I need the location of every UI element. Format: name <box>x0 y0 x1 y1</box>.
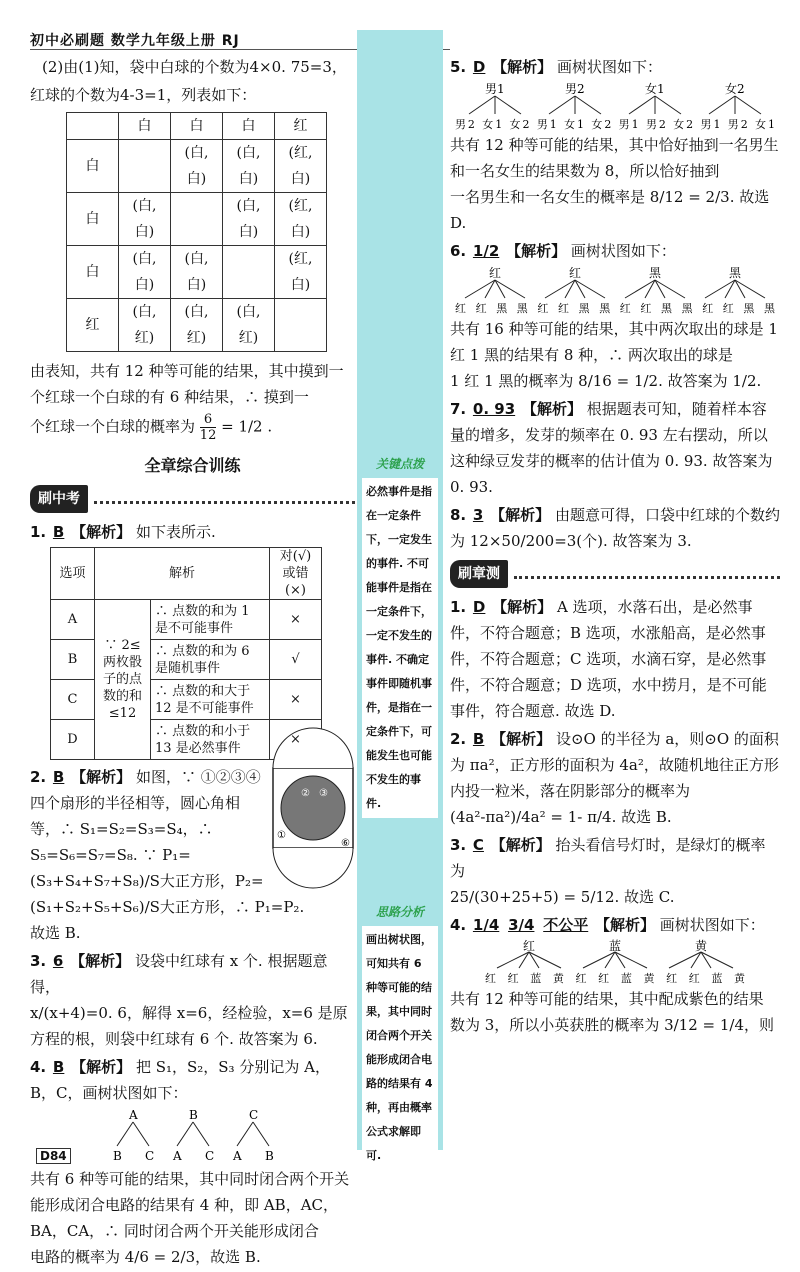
answer: 3/4 <box>508 916 535 934</box>
table-row <box>51 600 322 640</box>
svg-text:③: ③ <box>319 788 328 799</box>
table-cell: × <box>270 680 322 720</box>
table-cell: 白 <box>67 140 119 193</box>
svg-text:②: ② <box>301 788 310 799</box>
table1-probability <box>30 412 355 443</box>
sector-figure <box>271 766 355 850</box>
fraction: $\frac{6}{12}$ <box>199 412 217 443</box>
table-cell: (白,白) <box>119 193 171 246</box>
svg-text:①: ① <box>277 830 286 841</box>
tree-node: B <box>188 1108 198 1122</box>
table-row <box>67 246 327 299</box>
table-cell: (红,白) <box>275 193 327 246</box>
table-cell: (红,白) <box>275 246 327 299</box>
table-cell: ∴ 点数的和为 1 是不可能事件 <box>151 600 270 640</box>
table-cell: B <box>51 640 95 680</box>
table-cell: ∴ 点数的和小于 13 是必然事件 <box>151 720 270 760</box>
tree-leaf: C <box>204 1149 214 1163</box>
table-cell <box>171 193 223 246</box>
tree-node: 女1 <box>645 82 665 96</box>
condition-cell: ∵ 2≤两枚骰子的点数的和≤12 <box>95 600 151 760</box>
table-cell: 白 <box>67 193 119 246</box>
answer: B <box>52 768 65 786</box>
page-number: D84 <box>36 1148 71 1164</box>
answer: D <box>472 598 486 616</box>
intro-line1: (2)由(1)知，袋中白球的个数为4×0. 75=3， <box>42 58 347 76</box>
table-cell: ∴ 点数的和为 6 是随机事件 <box>151 640 270 680</box>
answer: B <box>52 1058 65 1076</box>
table-cell: 选项 <box>51 548 95 600</box>
key-point-box <box>362 452 438 818</box>
tree-leaf: C <box>144 1149 154 1163</box>
table-cell: 对(√)或错(×) <box>270 548 322 600</box>
table-row <box>67 193 327 246</box>
chapter-test-badge: 刷章测 <box>450 560 508 588</box>
tree-node: 黄 <box>695 939 708 953</box>
table-row <box>67 299 327 352</box>
table-cell: 白 <box>119 113 171 140</box>
answer: 0. 93 <box>472 400 516 418</box>
question-4: 4. B 【解析】 把 S₁，S₂，S₃ 分别记为 A，B，C，画树状图如下： A B C B C A C A B 共有 6 种等可能的结果，其中同时闭合两个开关能形成闭合电路的结果有 4 种，即 AB，AC，BA，CA，∴ 同时闭合两个开关能形成闭合 电路的概率为 4/6 = 2/3，故选 B. <box>30 1058 350 1266</box>
table-cell: C <box>51 680 95 720</box>
probability-table-1 <box>66 112 327 352</box>
tree-node: C <box>248 1108 258 1122</box>
exam-banner <box>30 485 355 513</box>
tree-leaves: 男2 女1 女2 男1 女1 女2 男1 男2 女2 男1 男2 女1 <box>455 118 775 131</box>
answer: 1/4 <box>472 916 500 934</box>
answer: C <box>472 836 484 854</box>
tree-diagram-colors <box>485 940 745 984</box>
answer: 6 <box>52 952 64 970</box>
analysis-text: 画出树状图，可知共有 6 种等可能的结果，其中同时闭合两个开关能形成闭合电路的结果有 4 种，再由概率公式求解即可. <box>362 926 438 1170</box>
dice-table <box>50 547 322 760</box>
tree-node: 红 <box>489 266 502 280</box>
table-cell: (白,白) <box>223 193 275 246</box>
key-point-title: 关键点拨 <box>375 457 424 471</box>
tree-diagram-students <box>455 82 775 130</box>
table-cell: √ <box>270 640 322 680</box>
tree-diagram-balls <box>455 266 775 314</box>
table-cell: A <box>51 600 95 640</box>
question-5: 5. D 【解析】 画树状图如下： 男1 男2 女1 女2 男2 女1 女2 男1 女1 女2 男1 男2 女2 男1 男2 女1 共有 12 种等可能的结果，其中恰好抽到一名男生和一名女生的结果数为 8，所以恰好抽到 一名男生和一名女生的概率是 8/12 = 2/3. 故选 D. <box>450 58 779 232</box>
tree-node: 蓝 <box>609 939 622 953</box>
right-column <box>450 52 780 1040</box>
question-6: 6. 1/2 【解析】 画树状图如下： 红 红 黑 黑 红 红 黑 黑 红 红 黑 黑 红 红 黑 黑 红 红 黑 黑 共有 16 种等可能的结果，其中两次取出的球是 1 红 1 黑的结果有 8 种，∴ 两次取出的球是 1 红 1 黑的概率为 8/16 = 1/2. 故答案为 1/2. <box>450 242 778 390</box>
probability-text: 个红球一个白球的概率为 <box>30 417 196 436</box>
table-cell: (白,红) <box>223 299 275 352</box>
tree-leaf: A <box>172 1149 182 1163</box>
probability-result: = 1/2 . <box>221 417 273 436</box>
table-cell: D <box>51 720 95 760</box>
test-question-2: 2. B 【解析】 设⊙O 的半径为 a，则⊙O 的面积为 πa²，正方形的面积为 4a²，故随机地往正方形内投一粒米，落在阴影部分的概率为 (4a²-πa²)/4a² = 1- π/4. 故选 B. <box>450 730 779 826</box>
table-cell <box>119 140 171 193</box>
question-2: ② ③ ① ⑥ 2. B 【解析】 如图，∵ ①②③④四个扇形的半径相等，圆心角相等，∴ S₁=S₂=S₃=S₄，∴ S₅=S₆=S₇=S₈. ∵ P₁= (S₃+S₄+S₇+S₈)/S大正方形，P₂=(S₁+S₂+S₅+S₆)/S大正方形，∴ P₁=P₂. 故选 B. <box>30 764 355 946</box>
table-cell: (白,白) <box>171 246 223 299</box>
tree-leaf: B <box>264 1149 274 1163</box>
answer: 3 <box>472 506 484 524</box>
table-cell: ∴ 点数的和大于 12 是不可能事件 <box>151 680 270 720</box>
answer: B <box>52 523 65 541</box>
tree-node: 红 <box>523 939 536 953</box>
analysis-title: 思路分析 <box>375 905 424 919</box>
answer: D <box>472 58 486 76</box>
table-cell <box>67 113 119 140</box>
tree-node: 黑 <box>649 266 662 280</box>
table-row <box>51 680 322 720</box>
test-question-4: 4. 1/4 3/4 不公平 【解析】 画树状图如下： 红 蓝 黄 红 红 蓝 黄 红 红 蓝 黄 红 红 蓝 黄 共有 12 种等可能的结果，其中配成紫色的结果 数为 3，所以小英获胜的概率为 3/12 = 1/4，则 <box>450 916 775 1034</box>
test-question-3: 3. C 【解析】 抬头看信号灯时，是绿灯的概率为 25/(30+25+5) = 5/12. 故选 C. <box>450 836 766 906</box>
test-question-1: 1. D 【解析】 A 选项，水落石出，是必然事件，不符合题意；B 选项，水涨船高，是必然事件，不符合题意；C 选项，水滴石穿，是必然事件，不符合题意；D 选项，水中捞月，是不可能事件，符合题意. 故选 D. <box>450 598 767 720</box>
table-cell: (白,白) <box>171 140 223 193</box>
tree-node: 女2 <box>725 82 745 96</box>
tree-diagram-abc <box>103 1108 283 1164</box>
table-cell: 白 <box>67 246 119 299</box>
tree-leaf: A <box>232 1149 242 1163</box>
tree-node: A <box>128 1108 138 1122</box>
question-1: 1. B 【解析】 如下表所示. <box>30 523 216 541</box>
key-point-text: 必然事件是指在一定条件下，一定发生的事件. 不可能事件是指在一定条件下，一定不发生的事件. 不确定事件即随机事件，是指在一定条件下，可能发生也可能不发生的事件. <box>362 478 438 818</box>
table-row <box>51 640 322 680</box>
page-header: 初中必刷题 数学九年级上册 RJ <box>30 33 240 49</box>
table-cell: 红 <box>67 299 119 352</box>
analysis-box <box>362 900 438 1170</box>
tree-leaves: 红 红 黑 黑 红 红 黑 黑 红 红 黑 黑 红 红 黑 黑 <box>455 302 775 315</box>
answer: B <box>472 730 485 748</box>
table-cell: (红,白) <box>275 140 327 193</box>
answer: 不公平 <box>543 916 589 934</box>
table-cell: (白,白) <box>119 246 171 299</box>
table-cell: × <box>270 720 322 760</box>
table-cell: 红 <box>275 113 327 140</box>
table-row <box>51 548 322 600</box>
exam-badge: 刷中考 <box>30 485 88 513</box>
left-column <box>30 52 355 1272</box>
tree-leaves: 红 红 蓝 黄 红 红 蓝 黄 红 红 蓝 黄 <box>485 972 745 985</box>
tree-node: 黑 <box>729 266 742 280</box>
tree-leaf: B <box>112 1149 122 1163</box>
question-3: 3. 6 【解析】 设袋中红球有 x 个. 根据题意得， x/(x+4)=0. 6，解得 x=6，经检验，x=6 是原方程的根，则袋中红球有 6 个. 故答案为 6. <box>30 952 348 1048</box>
table-cell: × <box>270 600 322 640</box>
table-cell: 解析 <box>95 548 270 600</box>
chapter-test-banner <box>450 560 780 588</box>
question-7: 7. 0. 93 【解析】 根据题表可知，随着样本容量的增多，发芽的频率在 0. 93 左右摆动，所以这种绿豆发芽的概率的估计值为 0. 93. 故答案为 0. 93. <box>450 400 773 496</box>
tree-node: 男2 <box>565 82 585 96</box>
tree-node: 男1 <box>485 82 505 96</box>
section-title: 全章综合训练 <box>144 456 241 475</box>
table-cell <box>275 299 327 352</box>
table1-conclusion: 由表知，共有 12 种等可能的结果，其中摸到一个红球一个白球的有 6 种结果，∴ 摸到一 <box>30 362 344 406</box>
table-cell: 白 <box>171 113 223 140</box>
table-cell <box>223 246 275 299</box>
table-cell: (白,红) <box>119 299 171 352</box>
table-row <box>67 140 327 193</box>
tree-node: 红 <box>569 266 582 280</box>
table-cell: 白 <box>223 113 275 140</box>
intro-line2: 红球的个数为4-3=1，列表如下： <box>30 86 257 104</box>
answer: 1/2 <box>472 242 500 260</box>
question-8: 8. 3 【解析】 由题意可得，口袋中红球的个数约 为 12×50/200=3(个). 故答案为 3. <box>450 506 780 550</box>
table-cell: (白,白) <box>223 140 275 193</box>
table-cell: (白,红) <box>171 299 223 352</box>
svg-text:⑥: ⑥ <box>341 838 350 849</box>
table-row <box>67 113 327 140</box>
